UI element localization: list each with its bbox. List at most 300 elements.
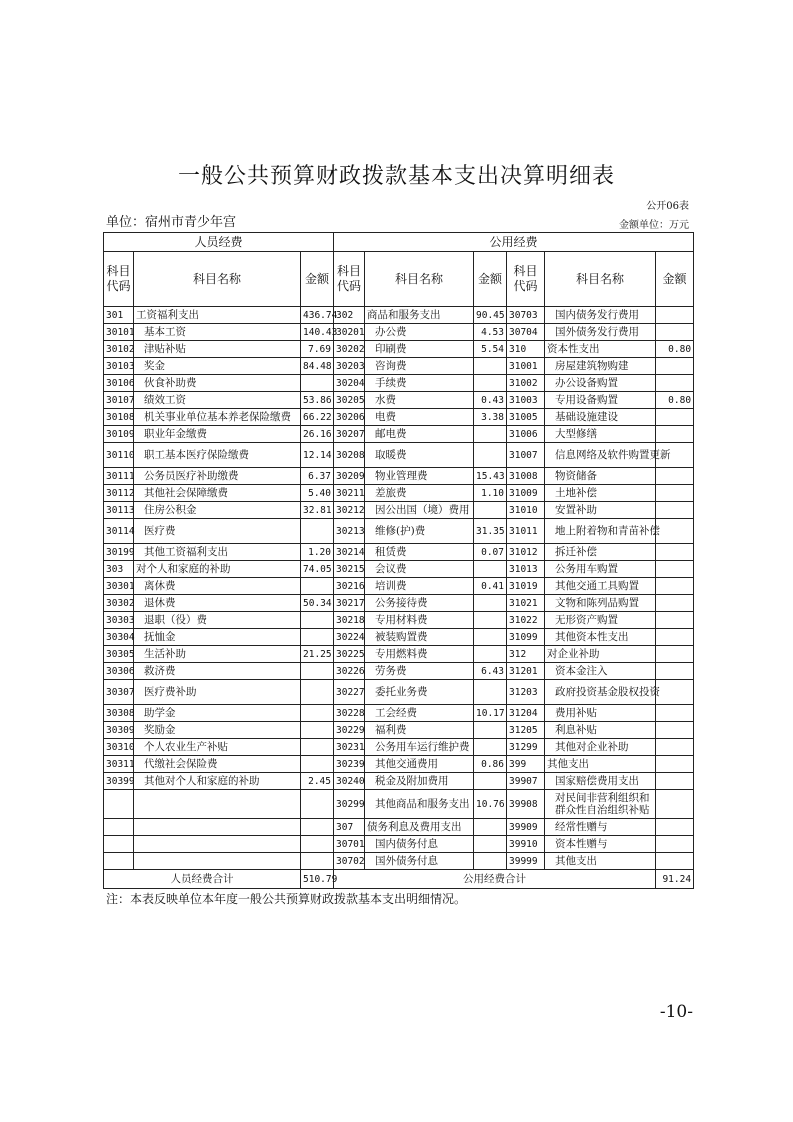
table-row bbox=[104, 646, 694, 663]
amount-cell bbox=[474, 819, 507, 836]
table-row bbox=[104, 756, 694, 773]
unit-label: 单位：宿州市青少年宫 bbox=[106, 215, 237, 230]
item-name-cell: 国内债务付息 bbox=[365, 836, 474, 853]
item-name-cell: 医疗费补助 bbox=[134, 680, 301, 705]
item-code-cell: 31299 bbox=[507, 739, 545, 756]
amount-cell bbox=[656, 836, 694, 853]
item-code-cell: 31013 bbox=[507, 561, 545, 578]
item-code-cell: 30113 bbox=[104, 502, 134, 519]
item-name-cell: 电费 bbox=[365, 409, 474, 426]
amount-cell bbox=[656, 561, 694, 578]
item-name-cell: 会议费 bbox=[365, 561, 474, 578]
item-name-cell: 文物和陈列品购置 bbox=[545, 595, 656, 612]
item-code-cell: 31099 bbox=[507, 629, 545, 646]
amount-cell bbox=[656, 502, 694, 519]
item-name-cell: 公务接待费 bbox=[365, 595, 474, 612]
amount-cell bbox=[656, 324, 694, 341]
amount-cell bbox=[474, 595, 507, 612]
item-code-cell: 312 bbox=[507, 646, 545, 663]
item-name-cell: 费用补贴 bbox=[545, 705, 656, 722]
item-name-cell: 津贴补贴 bbox=[134, 341, 301, 358]
col-name-header: 科目名称 bbox=[365, 252, 474, 307]
amount-cell: 53.86 bbox=[301, 392, 334, 409]
amount-cell bbox=[656, 358, 694, 375]
table-row bbox=[104, 722, 694, 739]
item-code-cell: 399 bbox=[507, 756, 545, 773]
col-amount-header: 金额 bbox=[474, 252, 507, 307]
amount-cell bbox=[301, 519, 334, 544]
item-code-cell: 30213 bbox=[334, 519, 365, 544]
col-code-header: 科目代码 bbox=[507, 252, 545, 307]
item-code-cell: 39999 bbox=[507, 853, 545, 870]
item-name-cell: 其他对企业补助 bbox=[545, 739, 656, 756]
item-code-cell: 30399 bbox=[104, 773, 134, 790]
item-code-cell: 30229 bbox=[334, 722, 365, 739]
item-code-cell: 30207 bbox=[334, 426, 365, 443]
item-name-cell: 经常性赠与 bbox=[545, 819, 656, 836]
amount-cell bbox=[474, 612, 507, 629]
item-name-cell: 办公设备购置 bbox=[545, 375, 656, 392]
amount-cell bbox=[301, 790, 334, 819]
amount-cell bbox=[301, 819, 334, 836]
amount-cell: 12.14 bbox=[301, 443, 334, 468]
item-code-cell: 30704 bbox=[507, 324, 545, 341]
item-code-cell: 31006 bbox=[507, 426, 545, 443]
item-code-cell: 31009 bbox=[507, 485, 545, 502]
item-code-cell: 30306 bbox=[104, 663, 134, 680]
item-name-cell: 租赁费 bbox=[365, 544, 474, 561]
item-code-cell: 30224 bbox=[334, 629, 365, 646]
table-row bbox=[104, 836, 694, 853]
item-code-cell: 302 bbox=[334, 307, 365, 324]
public-group-header: 公用经费 bbox=[334, 233, 694, 252]
amount-cell bbox=[656, 375, 694, 392]
amount-cell bbox=[301, 375, 334, 392]
table-row bbox=[104, 358, 694, 375]
table-row bbox=[104, 443, 694, 468]
table-row bbox=[104, 663, 694, 680]
item-code-cell: 30301 bbox=[104, 578, 134, 595]
item-code-cell: 30214 bbox=[334, 544, 365, 561]
item-name-cell: 取暖费 bbox=[365, 443, 474, 468]
amount-cell bbox=[656, 790, 694, 819]
item-code-cell: 30308 bbox=[104, 705, 134, 722]
table-row bbox=[104, 612, 694, 629]
item-name-cell: 政府投资基金股权投资 bbox=[545, 680, 656, 705]
amount-cell: 1.10 bbox=[474, 485, 507, 502]
item-code-cell: 30199 bbox=[104, 544, 134, 561]
amount-cell: 90.45 bbox=[474, 307, 507, 324]
item-code-cell: 30217 bbox=[334, 595, 365, 612]
table-row bbox=[104, 502, 694, 519]
item-name-cell bbox=[134, 819, 301, 836]
item-name-cell: 对民间非营利组织和群众性自治组织补贴 bbox=[545, 790, 656, 819]
table-row bbox=[104, 629, 694, 646]
amount-cell bbox=[656, 680, 694, 705]
item-code-cell: 30228 bbox=[334, 705, 365, 722]
item-name-cell: 奖金 bbox=[134, 358, 301, 375]
table-row bbox=[104, 341, 694, 358]
item-code-cell bbox=[104, 853, 134, 870]
total-row bbox=[104, 870, 694, 889]
item-name-cell: 职工基本医疗保险缴费 bbox=[134, 443, 301, 468]
item-name-cell bbox=[134, 836, 301, 853]
page-title: 一般公共预算财政拨款基本支出决算明细表 bbox=[177, 164, 615, 189]
table-row bbox=[104, 485, 694, 502]
amount-cell: 15.43 bbox=[474, 468, 507, 485]
amount-cell bbox=[656, 739, 694, 756]
item-code-cell bbox=[104, 819, 134, 836]
item-code-cell: 30111 bbox=[104, 468, 134, 485]
item-name-cell: 其他支出 bbox=[545, 853, 656, 870]
item-name-cell: 资本金注入 bbox=[545, 663, 656, 680]
table-row bbox=[104, 307, 694, 324]
item-code-cell: 30303 bbox=[104, 612, 134, 629]
col-amount-header: 金额 bbox=[301, 252, 334, 307]
item-code-cell: 30227 bbox=[334, 680, 365, 705]
item-code-cell: 30209 bbox=[334, 468, 365, 485]
item-name-cell: 基础设施建设 bbox=[545, 409, 656, 426]
table-row bbox=[104, 544, 694, 561]
item-name-cell: 专用设备购置 bbox=[545, 392, 656, 409]
item-name-cell: 劳务费 bbox=[365, 663, 474, 680]
amount-cell bbox=[656, 853, 694, 870]
item-code-cell: 30305 bbox=[104, 646, 134, 663]
amount-cell bbox=[656, 519, 694, 544]
item-code-cell: 30110 bbox=[104, 443, 134, 468]
item-name-cell: 奖励金 bbox=[134, 722, 301, 739]
item-code-cell: 31021 bbox=[507, 595, 545, 612]
item-code-cell: 39910 bbox=[507, 836, 545, 853]
item-name-cell: 公务用车运行维护费 bbox=[365, 739, 474, 756]
item-name-cell: 退休费 bbox=[134, 595, 301, 612]
table-row bbox=[104, 578, 694, 595]
amount-cell bbox=[474, 853, 507, 870]
item-code-cell bbox=[104, 836, 134, 853]
amount-cell: 32.81 bbox=[301, 502, 334, 519]
col-name-header: 科目名称 bbox=[134, 252, 301, 307]
table-note: 注：本表反映单位本年度一般公共预算财政拨款基本支出明细情况。 bbox=[106, 892, 467, 906]
item-code-cell: 30226 bbox=[334, 663, 365, 680]
amount-cell bbox=[656, 426, 694, 443]
public-total-label: 公用经费合计 bbox=[334, 870, 656, 889]
amount-cell bbox=[656, 409, 694, 426]
amount-cell: 0.80 bbox=[656, 341, 694, 358]
item-code-cell: 30239 bbox=[334, 756, 365, 773]
amount-cell bbox=[301, 853, 334, 870]
item-name-cell: 培训费 bbox=[365, 578, 474, 595]
amount-cell: 5.54 bbox=[474, 341, 507, 358]
item-code-cell: 30108 bbox=[104, 409, 134, 426]
col-name-header: 科目名称 bbox=[545, 252, 656, 307]
item-name-cell: 安置补助 bbox=[545, 502, 656, 519]
col-code-header: 科目代码 bbox=[334, 252, 365, 307]
amount-cell: 0.07 bbox=[474, 544, 507, 561]
item-code-cell: 30211 bbox=[334, 485, 365, 502]
item-code-cell: 31205 bbox=[507, 722, 545, 739]
amount-cell bbox=[656, 485, 694, 502]
item-name-cell: 其他支出 bbox=[545, 756, 656, 773]
item-code-cell: 31008 bbox=[507, 468, 545, 485]
amount-cell bbox=[656, 612, 694, 629]
table-row bbox=[104, 773, 694, 790]
col-amount-header: 金额 bbox=[656, 252, 694, 307]
item-code-cell: 30302 bbox=[104, 595, 134, 612]
table-row bbox=[104, 790, 694, 819]
item-code-cell: 30205 bbox=[334, 392, 365, 409]
item-name-cell: 个人农业生产补贴 bbox=[134, 739, 301, 756]
item-code-cell: 30231 bbox=[334, 739, 365, 756]
amount-cell: 1.20 bbox=[301, 544, 334, 561]
amount-cell bbox=[656, 629, 694, 646]
item-name-cell: 信息网络及软件购置更新 bbox=[545, 443, 656, 468]
personnel-total-amount: 510.79 bbox=[301, 870, 334, 889]
item-code-cell: 310 bbox=[507, 341, 545, 358]
amount-cell: 7.69 bbox=[301, 341, 334, 358]
amount-cell bbox=[474, 502, 507, 519]
item-name-cell: 其他对个人和家庭的补助 bbox=[134, 773, 301, 790]
table-row bbox=[104, 375, 694, 392]
col-code-header: 科目代码 bbox=[104, 252, 134, 307]
amount-cell bbox=[301, 722, 334, 739]
amount-cell bbox=[474, 629, 507, 646]
amount-cell: 6.43 bbox=[474, 663, 507, 680]
item-name-cell: 房屋建筑物购建 bbox=[545, 358, 656, 375]
amount-cell: 4.53 bbox=[474, 324, 507, 341]
item-code-cell: 31007 bbox=[507, 443, 545, 468]
item-name-cell: 咨询费 bbox=[365, 358, 474, 375]
amount-cell: 5.40 bbox=[301, 485, 334, 502]
item-code-cell: 30703 bbox=[507, 307, 545, 324]
item-code-cell: 30701 bbox=[334, 836, 365, 853]
amount-cell bbox=[474, 722, 507, 739]
amount-cell: 26.16 bbox=[301, 426, 334, 443]
item-name-cell: 其他商品和服务支出 bbox=[365, 790, 474, 819]
amount-cell bbox=[656, 773, 694, 790]
amount-cell bbox=[474, 426, 507, 443]
item-name-cell: 国内债务发行费用 bbox=[545, 307, 656, 324]
item-name-cell: 退职（役）费 bbox=[134, 612, 301, 629]
table-row bbox=[104, 519, 694, 544]
item-name-cell: 绩效工资 bbox=[134, 392, 301, 409]
item-code-cell: 31204 bbox=[507, 705, 545, 722]
item-name-cell: 差旅费 bbox=[365, 485, 474, 502]
amount-cell bbox=[474, 739, 507, 756]
amount-cell bbox=[301, 680, 334, 705]
item-name-cell: 生活补助 bbox=[134, 646, 301, 663]
item-name-cell: 基本工资 bbox=[134, 324, 301, 341]
amount-cell: 3.38 bbox=[474, 409, 507, 426]
item-code-cell: 30309 bbox=[104, 722, 134, 739]
amount-cell: 2.45 bbox=[301, 773, 334, 790]
item-code-cell: 30225 bbox=[334, 646, 365, 663]
item-name-cell: 专用材料费 bbox=[365, 612, 474, 629]
amount-cell: 31.35 bbox=[474, 519, 507, 544]
item-name-cell: 住房公积金 bbox=[134, 502, 301, 519]
item-code-cell: 30299 bbox=[334, 790, 365, 819]
item-name-cell: 代缴社会保险费 bbox=[134, 756, 301, 773]
item-code-cell: 30240 bbox=[334, 773, 365, 790]
item-code-cell: 39909 bbox=[507, 819, 545, 836]
item-code-cell: 31003 bbox=[507, 392, 545, 409]
item-code-cell: 30304 bbox=[104, 629, 134, 646]
item-name-cell: 委托业务费 bbox=[365, 680, 474, 705]
amount-cell: 0.41 bbox=[474, 578, 507, 595]
item-name-cell: 资本性赠与 bbox=[545, 836, 656, 853]
amount-cell: 10.76 bbox=[474, 790, 507, 819]
amount-cell bbox=[301, 836, 334, 853]
item-name-cell: 国外债务发行费用 bbox=[545, 324, 656, 341]
item-code-cell: 30310 bbox=[104, 739, 134, 756]
item-code-cell: 30204 bbox=[334, 375, 365, 392]
item-code-cell: 30202 bbox=[334, 341, 365, 358]
amount-cell: 140.43 bbox=[301, 324, 334, 341]
amount-cell bbox=[656, 646, 694, 663]
personnel-total-label: 人员经费合计 bbox=[104, 870, 301, 889]
item-code-cell: 30702 bbox=[334, 853, 365, 870]
item-name-cell: 大型修缮 bbox=[545, 426, 656, 443]
public-total-amount: 91.24 bbox=[656, 870, 694, 889]
table-row bbox=[104, 819, 694, 836]
item-code-cell: 30103 bbox=[104, 358, 134, 375]
item-code-cell: 307 bbox=[334, 819, 365, 836]
form-number: 公开06表 bbox=[646, 201, 689, 212]
table-row bbox=[104, 409, 694, 426]
item-code-cell: 30107 bbox=[104, 392, 134, 409]
item-name-cell: 被装购置费 bbox=[365, 629, 474, 646]
item-code-cell: 30206 bbox=[334, 409, 365, 426]
money-unit-label: 金额单位：万元 bbox=[619, 220, 689, 231]
amount-cell bbox=[656, 578, 694, 595]
item-name-cell bbox=[134, 790, 301, 819]
item-name-cell: 工会经费 bbox=[365, 705, 474, 722]
item-code-cell: 31012 bbox=[507, 544, 545, 561]
item-name-cell: 无形资产购置 bbox=[545, 612, 656, 629]
item-code-cell: 30101 bbox=[104, 324, 134, 341]
item-name-cell: 商品和服务支出 bbox=[365, 307, 474, 324]
item-name-cell: 邮电费 bbox=[365, 426, 474, 443]
item-code-cell: 30203 bbox=[334, 358, 365, 375]
item-name-cell: 国外债务付息 bbox=[365, 853, 474, 870]
item-name-cell: 水费 bbox=[365, 392, 474, 409]
item-name-cell: 公务员医疗补助缴费 bbox=[134, 468, 301, 485]
amount-cell: 50.34 bbox=[301, 595, 334, 612]
item-name-cell: 利息补贴 bbox=[545, 722, 656, 739]
item-code-cell: 30201 bbox=[334, 324, 365, 341]
table-row bbox=[104, 739, 694, 756]
group-header-row bbox=[104, 233, 694, 252]
item-name-cell: 地上附着物和青苗补偿 bbox=[545, 519, 656, 544]
amount-cell bbox=[656, 756, 694, 773]
item-code-cell: 30208 bbox=[334, 443, 365, 468]
item-name-cell: 手续费 bbox=[365, 375, 474, 392]
item-code-cell: 30106 bbox=[104, 375, 134, 392]
page-number: -10- bbox=[659, 1002, 693, 1022]
item-name-cell: 物业管理费 bbox=[365, 468, 474, 485]
item-name-cell: 国家赔偿费用支出 bbox=[545, 773, 656, 790]
table-row bbox=[104, 561, 694, 578]
item-name-cell: 公务用车购置 bbox=[545, 561, 656, 578]
amount-cell bbox=[656, 722, 694, 739]
amount-cell bbox=[474, 773, 507, 790]
item-code-cell: 31201 bbox=[507, 663, 545, 680]
amount-cell: 6.37 bbox=[301, 468, 334, 485]
item-name-cell: 医疗费 bbox=[134, 519, 301, 544]
item-name-cell bbox=[134, 853, 301, 870]
item-code-cell: 30112 bbox=[104, 485, 134, 502]
amount-cell: 0.43 bbox=[474, 392, 507, 409]
item-name-cell: 对企业补助 bbox=[545, 646, 656, 663]
table-row bbox=[104, 392, 694, 409]
item-code-cell: 31010 bbox=[507, 502, 545, 519]
item-code-cell: 31001 bbox=[507, 358, 545, 375]
table-row bbox=[104, 468, 694, 485]
amount-cell bbox=[656, 663, 694, 680]
personnel-group-header: 人员经费 bbox=[104, 233, 334, 252]
amount-cell: 0.80 bbox=[656, 392, 694, 409]
item-name-cell: 土地补偿 bbox=[545, 485, 656, 502]
amount-cell: 74.05 bbox=[301, 561, 334, 578]
amount-cell bbox=[474, 561, 507, 578]
amount-cell: 84.48 bbox=[301, 358, 334, 375]
item-code-cell: 301 bbox=[104, 307, 134, 324]
item-name-cell: 离休费 bbox=[134, 578, 301, 595]
item-name-cell: 工资福利支出 bbox=[134, 307, 301, 324]
item-name-cell: 其他资本性支出 bbox=[545, 629, 656, 646]
item-name-cell: 其他交通费用 bbox=[365, 756, 474, 773]
amount-cell bbox=[474, 443, 507, 468]
amount-cell bbox=[301, 756, 334, 773]
amount-cell bbox=[656, 819, 694, 836]
item-code-cell: 39908 bbox=[507, 790, 545, 819]
item-name-cell: 助学金 bbox=[134, 705, 301, 722]
table-row bbox=[104, 680, 694, 705]
amount-cell bbox=[656, 595, 694, 612]
amount-cell bbox=[474, 358, 507, 375]
item-code-cell: 31203 bbox=[507, 680, 545, 705]
amount-cell bbox=[301, 739, 334, 756]
table-row bbox=[104, 595, 694, 612]
amount-cell bbox=[656, 468, 694, 485]
amount-cell: 436.74 bbox=[301, 307, 334, 324]
item-code-cell: 31005 bbox=[507, 409, 545, 426]
item-name-cell: 抚恤金 bbox=[134, 629, 301, 646]
amount-cell bbox=[656, 307, 694, 324]
item-name-cell: 因公出国（境）费用 bbox=[365, 502, 474, 519]
item-code-cell: 30102 bbox=[104, 341, 134, 358]
amount-cell bbox=[474, 836, 507, 853]
item-name-cell: 债务利息及费用支出 bbox=[365, 819, 474, 836]
item-name-cell: 其他交通工具购置 bbox=[545, 578, 656, 595]
item-name-cell: 救济费 bbox=[134, 663, 301, 680]
amount-cell bbox=[474, 375, 507, 392]
item-name-cell: 机关事业单位基本养老保险缴费 bbox=[134, 409, 301, 426]
item-code-cell: 30311 bbox=[104, 756, 134, 773]
item-code-cell: 39907 bbox=[507, 773, 545, 790]
item-code-cell: 30109 bbox=[104, 426, 134, 443]
item-name-cell: 对个人和家庭的补助 bbox=[134, 561, 301, 578]
item-name-cell: 物资储备 bbox=[545, 468, 656, 485]
amount-cell bbox=[656, 544, 694, 561]
item-name-cell: 伙食补助费 bbox=[134, 375, 301, 392]
column-header-row bbox=[104, 252, 694, 307]
amount-cell bbox=[301, 705, 334, 722]
item-name-cell: 税金及附加费用 bbox=[365, 773, 474, 790]
amount-cell: 0.86 bbox=[474, 756, 507, 773]
table-row bbox=[104, 426, 694, 443]
item-name-cell: 办公费 bbox=[365, 324, 474, 341]
item-name-cell: 福利费 bbox=[365, 722, 474, 739]
